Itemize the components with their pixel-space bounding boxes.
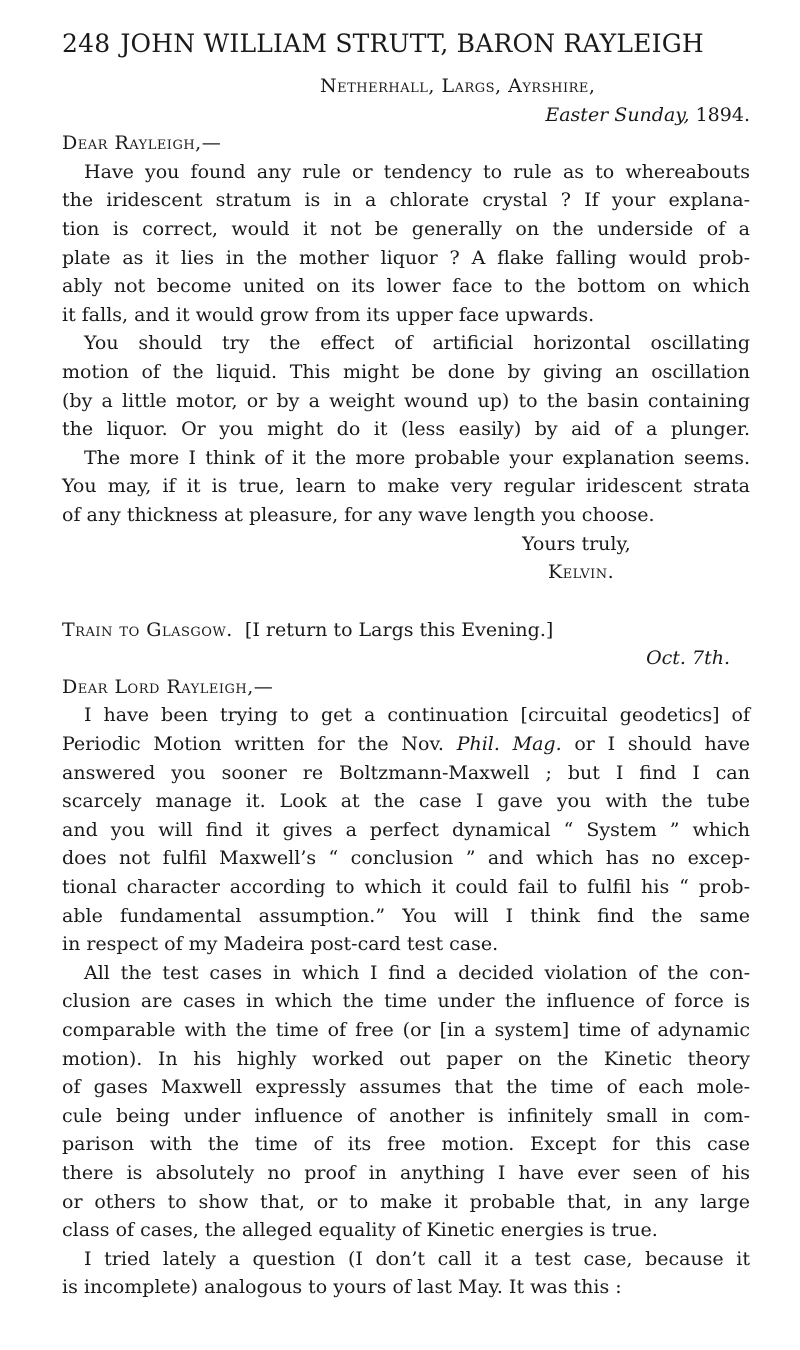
body-line: motion). In his highly worked out paper on the Kinetic theory [62, 1047, 750, 1070]
body-line: or others to show that, or to make it probable that, in any large [62, 1190, 750, 1213]
running-title: JOHN WILLIAM STRUTT, BARON RAYLEIGH [120, 29, 704, 58]
body-line: of any thickness at pleasure, for any wave length you choose. [62, 503, 655, 526]
body-line: it falls, and it would grow from its upper face upwards. [62, 303, 595, 326]
body-line: All the test cases in which I find a decided violation of the con- [84, 961, 750, 984]
letter-address: Netherhall, Largs, Ayrshire, [320, 75, 596, 97]
body-line: answered you sooner re Boltzmann-Maxwell ; but I find I can [62, 761, 750, 784]
letter-closing: Yours truly, [522, 532, 631, 555]
letter-kelvin-1894 [62, 72, 750, 587]
body-line: there is absolutely no proof in anything I have ever seen of his [62, 1161, 750, 1184]
body-line: clusion are cases in which the time under the influence of force is [62, 990, 750, 1013]
body-line: cule being under influence of another is infinitely small in com- [62, 1104, 750, 1127]
body-line: comparable with the time of free (or [in a system] time of adynamic [62, 1019, 750, 1041]
body-line: plate as it lies in the mother liquor ? A flake falling would prob- [62, 246, 750, 269]
body-line: (by a little motor, or by a weight wound up) to the basin containing [62, 389, 750, 412]
letter-date: Oct. 7th. [646, 647, 730, 670]
body-line: The more I think of it the more probable your explanation seems. [84, 446, 750, 469]
body-line: Have you found any rule or tendency to rule as to whereabouts [84, 160, 750, 183]
spacer [62, 587, 750, 616]
letter-salutation: Dear Lord Rayleigh,— [62, 675, 274, 698]
letter-date: Easter Sunday, 1894. [545, 103, 750, 126]
letter-place: Train to Glasgow. [I return to Largs this Evening.] [62, 618, 554, 641]
letter-kelvin-oct [62, 616, 750, 1302]
letter-signature: Kelvin. [548, 561, 615, 584]
body-line: Periodic Motion written for the Nov. Phil. Mag. or I should have [62, 733, 750, 756]
body-line: You may, if it is true, learn to make very regular iridescent strata [62, 475, 750, 498]
body-line: the liquor. Or you might do it (less easily) by aid of a plunger. [62, 418, 750, 441]
body-line: the iridescent stratum is in a chlorate crystal ? If your explana- [62, 189, 750, 212]
body-line: I have been trying to get a continuation [circuital geodetics] of [84, 704, 750, 727]
letter-salutation: Dear Rayleigh,— [62, 132, 222, 155]
body-line: motion of the liquid. This might be done by giving an oscillation [62, 360, 750, 383]
body-line: parison with the time of its free motion. Except for this case [62, 1133, 750, 1156]
page-number: 248 [62, 29, 111, 58]
body-line: scarcely manage it. Look at the case I gave you with the tube [62, 790, 750, 813]
book-page [62, 28, 750, 1302]
body-line: class of cases, the alleged equality of Kinetic energies is true. [62, 1219, 658, 1242]
body-line: I tried lately a question (I don’t call it a test case, because it [84, 1247, 750, 1270]
body-line: and you will find it gives a perfect dynamical “ System ” which [62, 818, 750, 841]
body-line: of gases Maxwell expressly assumes that the time of each mole- [62, 1076, 750, 1099]
body-line: tion is correct, would it not be generally on the underside of a [62, 217, 750, 240]
body-line: tional character according to which it could fail to fulfil his “ prob- [62, 876, 750, 899]
running-head [62, 28, 750, 68]
body-line: does not fulfil Maxwell’s “ conclusion ” and which has no excep- [62, 847, 750, 870]
body-line: in respect of my Madeira post-card test case. [62, 933, 499, 956]
body-line: is incomplete) analogous to yours of last May. It was this : [62, 1276, 622, 1299]
body-line: ably not become united on its lower face to the bottom on which [62, 275, 750, 298]
body-line: able fundamental assumption.” You will I think find the same [62, 904, 750, 927]
body-line: You should try the effect of artificial horizontal oscillating [84, 332, 750, 355]
